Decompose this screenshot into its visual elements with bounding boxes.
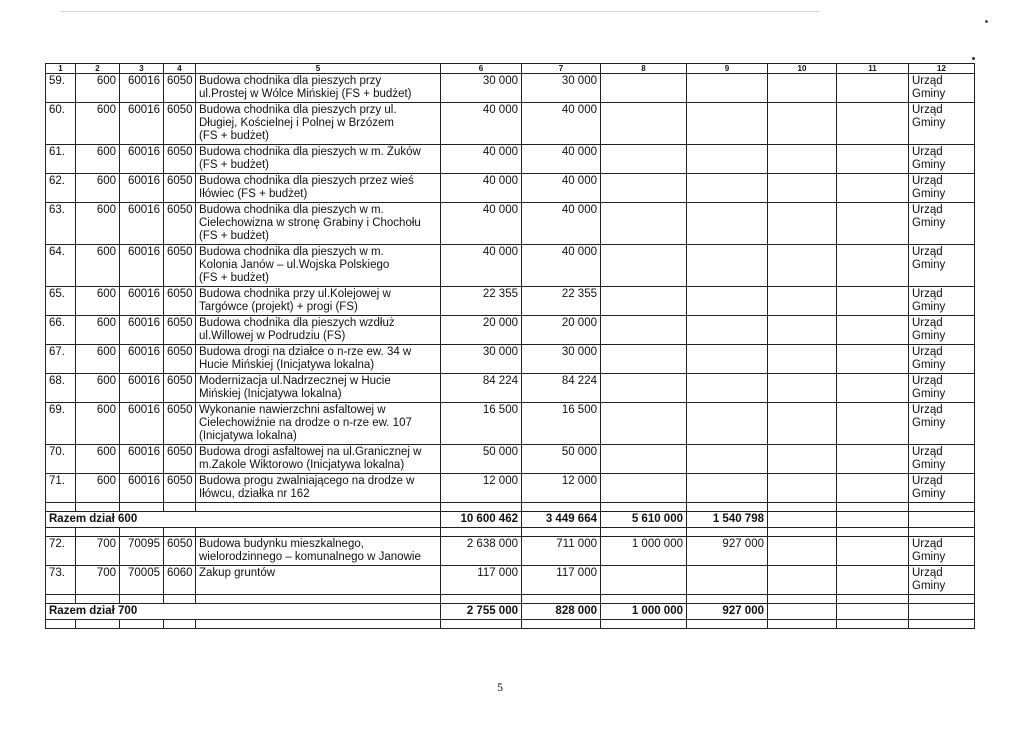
lp-cell: 62. bbox=[46, 174, 76, 203]
task-name-cell: Budowa chodnika dla pieszych przy ul. Długiej, Kościelnej i Polnej w Brzózem (FS + budżet) bbox=[196, 103, 441, 145]
total-empty-cell bbox=[837, 512, 909, 528]
task-name-cell: Budowa chodnika dla pieszych w m. Kolonia Janów – ul.Wojska Polskiego (FS + budżet) bbox=[196, 245, 441, 287]
col9-value bbox=[687, 174, 768, 203]
col11-value bbox=[837, 566, 909, 595]
col8-value bbox=[601, 287, 687, 316]
col10-value bbox=[768, 374, 837, 403]
col8-value bbox=[601, 316, 687, 345]
paragraf-cell: 6050 bbox=[164, 474, 196, 503]
total-label: Razem dział 700 bbox=[46, 604, 441, 620]
col8-value bbox=[601, 174, 687, 203]
unit-cell: Urząd Gminy bbox=[909, 103, 975, 145]
total-c6: 10 600 462 bbox=[441, 512, 522, 528]
spacer-cell bbox=[164, 503, 196, 512]
rozdzial-cell: 60016 bbox=[120, 374, 164, 403]
spacer-cell bbox=[687, 595, 768, 604]
col9-value bbox=[687, 287, 768, 316]
col10-value bbox=[768, 316, 837, 345]
col8-value bbox=[601, 345, 687, 374]
col10-value bbox=[768, 537, 837, 566]
spacer-cell bbox=[120, 595, 164, 604]
spacer-row bbox=[46, 503, 975, 512]
spacer-cell bbox=[120, 528, 164, 537]
dzial-cell: 600 bbox=[76, 474, 120, 503]
spacer-cell bbox=[196, 620, 441, 629]
dzial-cell: 600 bbox=[76, 316, 120, 345]
spacer-cell bbox=[522, 595, 601, 604]
col8-value bbox=[601, 145, 687, 174]
col7-value: 22 355 bbox=[522, 287, 601, 316]
table-row bbox=[46, 203, 975, 245]
total-c7: 3 449 664 bbox=[522, 512, 601, 528]
dzial-cell: 600 bbox=[76, 145, 120, 174]
scan-artifact-dot bbox=[972, 57, 975, 60]
task-name-cell: Budowa drogi na działce o n-rze ew. 34 w Hucie Mińskiej (Inicjatywa lokalna) bbox=[196, 345, 441, 374]
spacer-cell bbox=[164, 620, 196, 629]
spacer-cell bbox=[909, 503, 975, 512]
task-name-cell: Budowa drogi asfaltowej na ul.Granicznej w m.Zakole Wiktorowo (Inicjatywa lokalna) bbox=[196, 445, 441, 474]
spacer-cell bbox=[196, 503, 441, 512]
unit-cell: Urząd Gminy bbox=[909, 287, 975, 316]
spacer-cell bbox=[76, 503, 120, 512]
dzial-cell: 700 bbox=[76, 566, 120, 595]
rozdzial-cell: 60016 bbox=[120, 316, 164, 345]
unit-cell: Urząd Gminy bbox=[909, 345, 975, 374]
total-empty-cell bbox=[909, 604, 975, 620]
col10-value bbox=[768, 103, 837, 145]
rozdzial-cell: 60016 bbox=[120, 245, 164, 287]
col8-value bbox=[601, 74, 687, 103]
spacer-cell bbox=[46, 595, 76, 604]
col7-value: 40 000 bbox=[522, 174, 601, 203]
task-name-cell: Budowa chodnika dla pieszych przez wieś Iłówiec (FS + budżet) bbox=[196, 174, 441, 203]
col11-value bbox=[837, 345, 909, 374]
col9-value bbox=[687, 145, 768, 174]
investment-table bbox=[45, 63, 975, 629]
spacer-cell bbox=[601, 503, 687, 512]
unit-cell: Urząd Gminy bbox=[909, 445, 975, 474]
col11-value bbox=[837, 103, 909, 145]
paragraf-cell: 6060 bbox=[164, 566, 196, 595]
col11-value bbox=[837, 537, 909, 566]
spacer-cell bbox=[522, 620, 601, 629]
unit-cell: Urząd Gminy bbox=[909, 174, 975, 203]
spacer-cell bbox=[768, 595, 837, 604]
spacer-cell bbox=[522, 528, 601, 537]
col6-value: 20 000 bbox=[441, 316, 522, 345]
spacer-cell bbox=[768, 503, 837, 512]
rozdzial-cell: 60016 bbox=[120, 103, 164, 145]
spacer-cell bbox=[601, 528, 687, 537]
dzial-cell: 600 bbox=[76, 374, 120, 403]
task-name-cell: Modernizacja ul.Nadrzecznej w Hucie Mińskiej (Inicjatywa lokalna) bbox=[196, 374, 441, 403]
spacer-cell bbox=[441, 503, 522, 512]
rozdzial-cell: 60016 bbox=[120, 145, 164, 174]
paragraf-cell: 6050 bbox=[164, 445, 196, 474]
col7-value: 40 000 bbox=[522, 245, 601, 287]
spacer-row bbox=[46, 595, 975, 604]
table-row bbox=[46, 287, 975, 316]
unit-cell: Urząd Gminy bbox=[909, 203, 975, 245]
total-row bbox=[46, 604, 975, 620]
col7-value: 40 000 bbox=[522, 145, 601, 174]
spacer-cell bbox=[909, 595, 975, 604]
spacer-cell bbox=[837, 528, 909, 537]
table-row bbox=[46, 145, 975, 174]
col6-value: 12 000 bbox=[441, 474, 522, 503]
paragraf-cell: 6050 bbox=[164, 537, 196, 566]
col11-value bbox=[837, 245, 909, 287]
col11-value bbox=[837, 174, 909, 203]
col7-value: 50 000 bbox=[522, 445, 601, 474]
col8-value bbox=[601, 474, 687, 503]
spacer-cell bbox=[522, 503, 601, 512]
lp-cell: 63. bbox=[46, 203, 76, 245]
column-number: 1 bbox=[46, 64, 76, 74]
column-number-row bbox=[46, 64, 975, 74]
col6-value: 84 224 bbox=[441, 374, 522, 403]
column-number: 5 bbox=[196, 64, 441, 74]
rozdzial-cell: 70095 bbox=[120, 537, 164, 566]
rozdzial-cell: 60016 bbox=[120, 203, 164, 245]
spacer-cell bbox=[164, 595, 196, 604]
column-number: 3 bbox=[120, 64, 164, 74]
paragraf-cell: 6050 bbox=[164, 245, 196, 287]
col6-value: 40 000 bbox=[441, 103, 522, 145]
col9-value: 927 000 bbox=[687, 537, 768, 566]
spacer-cell bbox=[768, 620, 837, 629]
dzial-cell: 600 bbox=[76, 445, 120, 474]
table-row bbox=[46, 445, 975, 474]
col10-value bbox=[768, 174, 837, 203]
total-c7: 828 000 bbox=[522, 604, 601, 620]
task-name-cell: Zakup gruntów bbox=[196, 566, 441, 595]
column-number: 6 bbox=[441, 64, 522, 74]
table-row bbox=[46, 403, 975, 445]
table-row bbox=[46, 174, 975, 203]
total-label: Razem dział 600 bbox=[46, 512, 441, 528]
col11-value bbox=[837, 287, 909, 316]
col6-value: 40 000 bbox=[441, 203, 522, 245]
table-row bbox=[46, 537, 975, 566]
col11-value bbox=[837, 403, 909, 445]
lp-cell: 66. bbox=[46, 316, 76, 345]
paragraf-cell: 6050 bbox=[164, 345, 196, 374]
col10-value bbox=[768, 566, 837, 595]
col7-value: 711 000 bbox=[522, 537, 601, 566]
col6-value: 30 000 bbox=[441, 345, 522, 374]
col7-value: 16 500 bbox=[522, 403, 601, 445]
column-number: 12 bbox=[909, 64, 975, 74]
col11-value bbox=[837, 145, 909, 174]
paragraf-cell: 6050 bbox=[164, 374, 196, 403]
col8-value bbox=[601, 103, 687, 145]
col10-value bbox=[768, 474, 837, 503]
col6-value: 117 000 bbox=[441, 566, 522, 595]
column-number: 9 bbox=[687, 64, 768, 74]
unit-cell: Urząd Gminy bbox=[909, 566, 975, 595]
table-row bbox=[46, 103, 975, 145]
col10-value bbox=[768, 287, 837, 316]
col10-value bbox=[768, 203, 837, 245]
spacer-cell bbox=[76, 528, 120, 537]
spacer-cell bbox=[76, 595, 120, 604]
col7-value: 30 000 bbox=[522, 345, 601, 374]
dzial-cell: 600 bbox=[76, 103, 120, 145]
total-c9: 1 540 798 bbox=[687, 512, 768, 528]
lp-cell: 67. bbox=[46, 345, 76, 374]
col7-value: 117 000 bbox=[522, 566, 601, 595]
spacer-cell bbox=[46, 528, 76, 537]
col8-value: 1 000 000 bbox=[601, 537, 687, 566]
page-number: 5 bbox=[497, 680, 503, 694]
spacer-cell bbox=[601, 595, 687, 604]
table-row bbox=[46, 316, 975, 345]
column-number: 4 bbox=[164, 64, 196, 74]
col7-value: 12 000 bbox=[522, 474, 601, 503]
col7-value: 40 000 bbox=[522, 203, 601, 245]
dzial-cell: 600 bbox=[76, 245, 120, 287]
paragraf-cell: 6050 bbox=[164, 287, 196, 316]
spacer-cell bbox=[164, 528, 196, 537]
dzial-cell: 600 bbox=[76, 74, 120, 103]
paragraf-cell: 6050 bbox=[164, 174, 196, 203]
spacer-cell bbox=[909, 528, 975, 537]
column-number: 7 bbox=[522, 64, 601, 74]
lp-cell: 64. bbox=[46, 245, 76, 287]
col11-value bbox=[837, 203, 909, 245]
table-row bbox=[46, 345, 975, 374]
task-name-cell: Budowa budynku mieszkalnego, wielorodzinnego – komunalnego w Janowie bbox=[196, 537, 441, 566]
dzial-cell: 600 bbox=[76, 403, 120, 445]
task-name-cell: Budowa chodnika dla pieszych w m. Cielechowizna w stronę Grabiny i Chochołu (FS + budżet) bbox=[196, 203, 441, 245]
task-name-cell: Budowa chodnika dla pieszych wzdłuż ul.Willowej w Podrudziu (FS) bbox=[196, 316, 441, 345]
task-name-cell: Budowa chodnika dla pieszych w m. Żuków (FS + budżet) bbox=[196, 145, 441, 174]
dzial-cell: 700 bbox=[76, 537, 120, 566]
lp-cell: 72. bbox=[46, 537, 76, 566]
col9-value bbox=[687, 203, 768, 245]
col10-value bbox=[768, 74, 837, 103]
dzial-cell: 600 bbox=[76, 345, 120, 374]
unit-cell: Urząd Gminy bbox=[909, 74, 975, 103]
spacer-cell bbox=[441, 595, 522, 604]
scan-artifact-dot bbox=[985, 20, 988, 23]
col9-value bbox=[687, 316, 768, 345]
col10-value bbox=[768, 345, 837, 374]
paragraf-cell: 6050 bbox=[164, 103, 196, 145]
dzial-cell: 600 bbox=[76, 203, 120, 245]
lp-cell: 65. bbox=[46, 287, 76, 316]
col6-value: 16 500 bbox=[441, 403, 522, 445]
col6-value: 50 000 bbox=[441, 445, 522, 474]
col7-value: 84 224 bbox=[522, 374, 601, 403]
col11-value bbox=[837, 316, 909, 345]
total-c9: 927 000 bbox=[687, 604, 768, 620]
lp-cell: 60. bbox=[46, 103, 76, 145]
col11-value bbox=[837, 445, 909, 474]
column-number: 8 bbox=[601, 64, 687, 74]
spacer-cell bbox=[837, 620, 909, 629]
spacer-row bbox=[46, 620, 975, 629]
spacer-cell bbox=[441, 528, 522, 537]
spacer-cell bbox=[687, 503, 768, 512]
section-700 bbox=[46, 537, 975, 629]
spacer-cell bbox=[76, 620, 120, 629]
rozdzial-cell: 60016 bbox=[120, 445, 164, 474]
col9-value bbox=[687, 345, 768, 374]
unit-cell: Urząd Gminy bbox=[909, 316, 975, 345]
col6-value: 22 355 bbox=[441, 287, 522, 316]
unit-cell: Urząd Gminy bbox=[909, 537, 975, 566]
col6-value: 40 000 bbox=[441, 174, 522, 203]
scan-artifact-line bbox=[60, 11, 820, 12]
rozdzial-cell: 60016 bbox=[120, 287, 164, 316]
lp-cell: 73. bbox=[46, 566, 76, 595]
col6-value: 40 000 bbox=[441, 245, 522, 287]
rozdzial-cell: 70005 bbox=[120, 566, 164, 595]
paragraf-cell: 6050 bbox=[164, 316, 196, 345]
col9-value bbox=[687, 245, 768, 287]
col9-value bbox=[687, 103, 768, 145]
spacer-cell bbox=[196, 528, 441, 537]
spacer-cell bbox=[120, 503, 164, 512]
spacer-cell bbox=[837, 595, 909, 604]
col11-value bbox=[837, 74, 909, 103]
col9-value bbox=[687, 445, 768, 474]
rozdzial-cell: 60016 bbox=[120, 74, 164, 103]
lp-cell: 59. bbox=[46, 74, 76, 103]
paragraf-cell: 6050 bbox=[164, 403, 196, 445]
lp-cell: 68. bbox=[46, 374, 76, 403]
col9-value bbox=[687, 374, 768, 403]
dzial-cell: 600 bbox=[76, 287, 120, 316]
table-row bbox=[46, 245, 975, 287]
table-row bbox=[46, 566, 975, 595]
col10-value bbox=[768, 403, 837, 445]
paragraf-cell: 6050 bbox=[164, 74, 196, 103]
col8-value bbox=[601, 374, 687, 403]
spacer-cell bbox=[46, 620, 76, 629]
col11-value bbox=[837, 474, 909, 503]
spacer-cell bbox=[909, 620, 975, 629]
total-c6: 2 755 000 bbox=[441, 604, 522, 620]
col8-value bbox=[601, 203, 687, 245]
col9-value bbox=[687, 403, 768, 445]
col9-value bbox=[687, 566, 768, 595]
spacer-cell bbox=[687, 528, 768, 537]
rozdzial-cell: 60016 bbox=[120, 345, 164, 374]
spacer-row bbox=[46, 528, 975, 537]
total-empty-cell bbox=[909, 512, 975, 528]
rozdzial-cell: 60016 bbox=[120, 403, 164, 445]
col8-value bbox=[601, 403, 687, 445]
lp-cell: 70. bbox=[46, 445, 76, 474]
col6-value: 30 000 bbox=[441, 74, 522, 103]
col6-value: 40 000 bbox=[441, 145, 522, 174]
task-name-cell: Budowa progu zwalniającego na drodze w Iłówcu, działka nr 162 bbox=[196, 474, 441, 503]
col10-value bbox=[768, 145, 837, 174]
column-number: 11 bbox=[837, 64, 909, 74]
col9-value bbox=[687, 74, 768, 103]
table-row bbox=[46, 474, 975, 503]
col8-value bbox=[601, 245, 687, 287]
total-empty-cell bbox=[768, 512, 837, 528]
unit-cell: Urząd Gminy bbox=[909, 145, 975, 174]
col7-value: 20 000 bbox=[522, 316, 601, 345]
col7-value: 30 000 bbox=[522, 74, 601, 103]
spacer-cell bbox=[120, 620, 164, 629]
paragraf-cell: 6050 bbox=[164, 145, 196, 174]
paragraf-cell: 6050 bbox=[164, 203, 196, 245]
task-name-cell: Budowa chodnika dla pieszych przy ul.Prostej w Wólce Mińskiej (FS + budżet) bbox=[196, 74, 441, 103]
total-row bbox=[46, 512, 975, 528]
task-name-cell: Wykonanie nawierzchni asfaltowej w Cielechowiźnie na drodze o n-rze ew. 107 (Inicjatywa lokalna) bbox=[196, 403, 441, 445]
section-600 bbox=[46, 74, 975, 537]
rozdzial-cell: 60016 bbox=[120, 174, 164, 203]
spacer-cell bbox=[46, 503, 76, 512]
col6-value: 2 638 000 bbox=[441, 537, 522, 566]
spacer-cell bbox=[687, 620, 768, 629]
total-c8: 1 000 000 bbox=[601, 604, 687, 620]
col8-value bbox=[601, 566, 687, 595]
spacer-cell bbox=[768, 528, 837, 537]
rozdzial-cell: 60016 bbox=[120, 474, 164, 503]
dzial-cell: 600 bbox=[76, 174, 120, 203]
col7-value: 40 000 bbox=[522, 103, 601, 145]
spacer-cell bbox=[837, 503, 909, 512]
table-row bbox=[46, 74, 975, 103]
col10-value bbox=[768, 245, 837, 287]
spacer-cell bbox=[601, 620, 687, 629]
lp-cell: 69. bbox=[46, 403, 76, 445]
total-empty-cell bbox=[837, 604, 909, 620]
col11-value bbox=[837, 374, 909, 403]
column-number: 2 bbox=[76, 64, 120, 74]
col10-value bbox=[768, 445, 837, 474]
unit-cell: Urząd Gminy bbox=[909, 474, 975, 503]
unit-cell: Urząd Gminy bbox=[909, 245, 975, 287]
unit-cell: Urząd Gminy bbox=[909, 403, 975, 445]
total-c8: 5 610 000 bbox=[601, 512, 687, 528]
total-empty-cell bbox=[768, 604, 837, 620]
spacer-cell bbox=[196, 595, 441, 604]
col8-value bbox=[601, 445, 687, 474]
col9-value bbox=[687, 474, 768, 503]
table-row bbox=[46, 374, 975, 403]
unit-cell: Urząd Gminy bbox=[909, 374, 975, 403]
column-number: 10 bbox=[768, 64, 837, 74]
lp-cell: 71. bbox=[46, 474, 76, 503]
spacer-cell bbox=[441, 620, 522, 629]
task-name-cell: Budowa chodnika przy ul.Kolejowej w Targówce (projekt) + progi (FS) bbox=[196, 287, 441, 316]
lp-cell: 61. bbox=[46, 145, 76, 174]
